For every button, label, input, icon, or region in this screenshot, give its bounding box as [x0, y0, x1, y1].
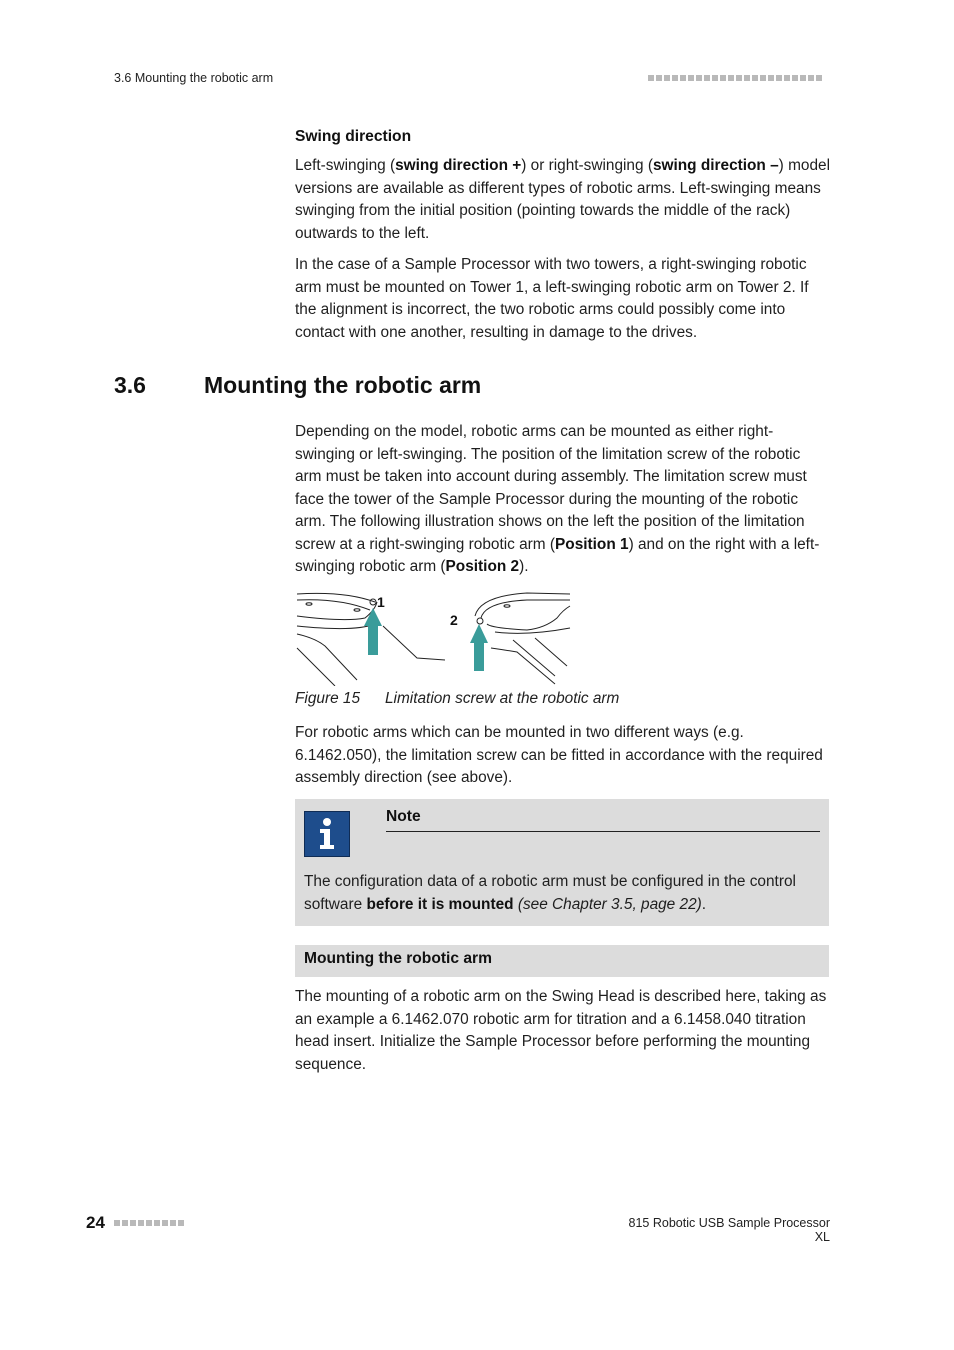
swing-direction-heading: Swing direction [295, 128, 412, 145]
note-title: Note [386, 808, 421, 825]
section-intro-paragraph: Depending on the model, robotic arms can be mounted as either right-swinging or left-swinging. The position of the limitation screw of the robotic arm must be taken into account during assembly. The limitation screw must face the tower of the Sample Processor during the mounting of the robotic arm. The following illustration shows on the left the position of the limitation screw at a right-swinging robotic arm (Position 1) and on the right with a left-swinging robotic arm (Position 2). [295, 423, 820, 575]
position-2-label: 2 [450, 612, 458, 628]
figure-caption: Figure 15 Limitation screw at the robotic arm [295, 690, 620, 707]
chapter-reference-link[interactable]: (see Chapter 3.5, page 22) [517, 895, 702, 913]
header-decoration [648, 75, 822, 81]
limitation-screw-figure [295, 588, 575, 686]
product-name: 815 Robotic USB Sample Processor XL [628, 1216, 830, 1244]
after-figure-paragraph: For robotic arms which can be mounted in two different ways (e.g. 6.1462.050), the limitation screw can be fitted in accordance with the required assembly direction (see above). [295, 724, 823, 786]
info-icon [304, 811, 350, 857]
arrow-1-icon [364, 608, 382, 655]
arrow-2-icon [470, 624, 488, 671]
procedure-paragraph: The mounting of a robotic arm on the Swing Head is described here, taking as an example a 6.1462.070 robotic arm for titration and a 6.1458.040 titration head insert. Initialize the Sample Processor before performing the mounting sequence. [295, 988, 827, 1073]
swing-direction-paragraph-2: In the case of a Sample Processor with two towers, a right-swinging robotic arm must be mounted on Tower 1, a left-swinging robotic arm on Tower 2. If the alignment is incorrect, the two robotic arms could possibly come into contact with one another, resulting in damage to the drives. [295, 256, 809, 341]
note-divider [386, 831, 820, 832]
position-1-label: 1 [377, 594, 385, 610]
procedure-heading: Mounting the robotic arm [304, 950, 492, 967]
footer-decoration [114, 1220, 184, 1226]
section-number: 3.6 [114, 372, 146, 398]
swing-direction-paragraph-1: Left-swinging (swing direction +) or right-swinging (swing direction –) model versions are available as different types of robotic arms. Left-swinging means swinging from the initial position (pointing towards the middle of the rack) outwards to the left. [295, 157, 830, 242]
running-header: 3.6 Mounting the robotic arm [114, 71, 274, 85]
page-number: 24 [86, 1213, 105, 1232]
section-title: Mounting the robotic arm [204, 372, 482, 398]
note-text: The configuration data of a robotic arm must be configured in the control software before it is mounted (see Chapter 3.5, page 22). [304, 873, 796, 913]
